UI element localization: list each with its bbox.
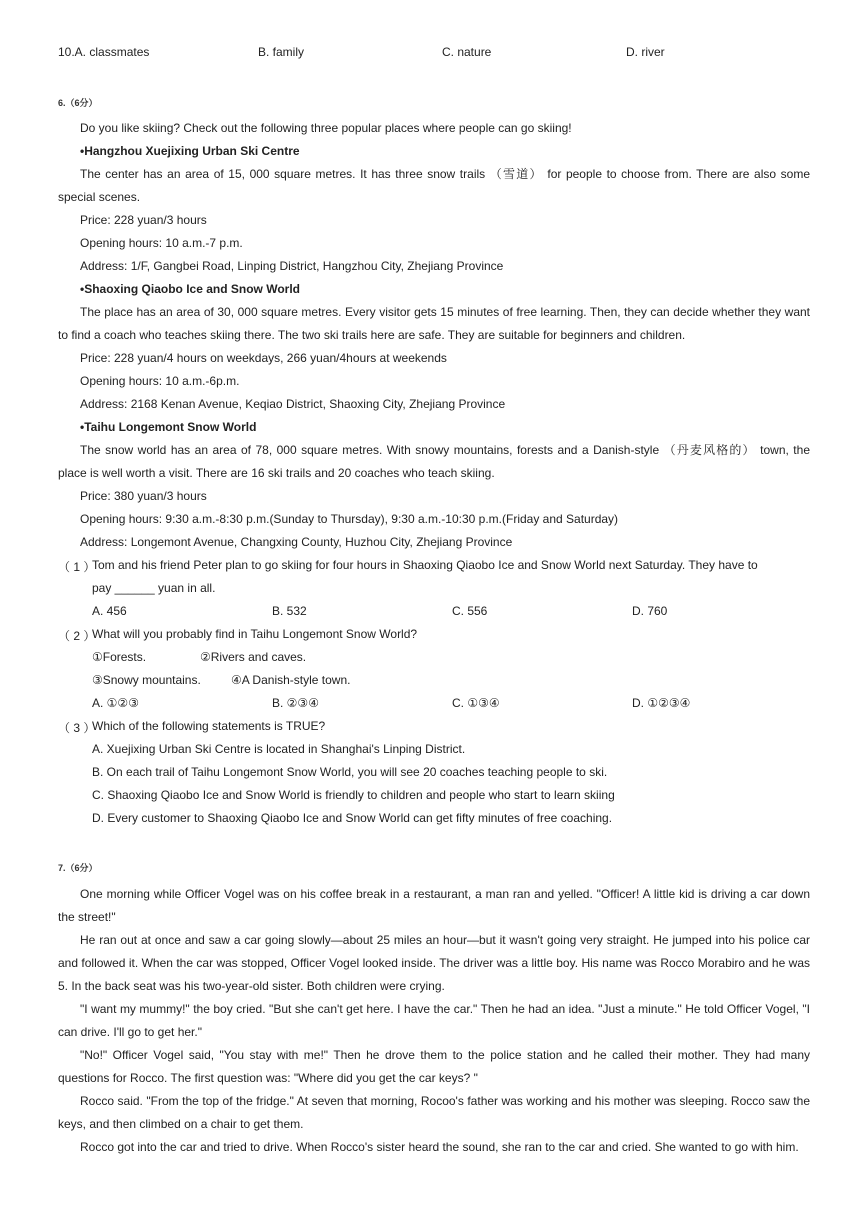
q6-2-option-b[interactable]: B. ②③④ bbox=[272, 696, 319, 710]
q6-2-item-4: ④A Danish-style town. bbox=[231, 673, 351, 687]
q7-paragraph-2: He ran out at once and saw a car going slowly—about 25 miles an hour—but it wasn't going very straight. He jumped into his police car and followed it. When the car was stopped, Officer Vogel looked inside. The driver was a little boy. His name was Rocco Morabiro and he was 5. In the back seat was his two-year-old sister. Both children were crying. bbox=[58, 933, 810, 993]
q6-2-item-1: ①Forests. bbox=[92, 650, 147, 664]
q6-1-option-d[interactable]: D. 760 bbox=[632, 604, 668, 618]
q7-paragraph-4: "No!" Officer Vogel said, "You stay with me!" Then he drove them to the police station and he called their mother. They had many questions for Rocco. The first question was: "Where did you get the car keys? " bbox=[58, 1048, 810, 1085]
q6-2-item-3: ③Snowy mountains. bbox=[92, 673, 201, 687]
q6-2-option-c[interactable]: C. ①③④ bbox=[452, 696, 500, 710]
place-3-hours: Opening hours: 9:30 a.m.-8:30 p.m.(Sunday to Thursday), 9:30 a.m.-10:30 p.m.(Friday and Saturday) bbox=[80, 512, 619, 526]
place-1-desc: The center has an area of 15, 000 square metres. It has three snow trails （雪道） for people to choose from. There are also some special scenes. bbox=[58, 167, 810, 204]
q6-3-option-b[interactable]: B. On each trail of Taihu Longemont Snow World, you will see 20 coaches teaching people to ski. bbox=[92, 765, 608, 779]
q6-1-stem: Tom and his friend Peter plan to go skiing for four hours in Shaoxing Qiaobo Ice and Snow World next Saturday. They have to bbox=[92, 558, 758, 572]
place-3-name: •Taihu Longemont Snow World bbox=[80, 420, 257, 434]
q6-2-stem: What will you probably find in Taihu Longemont Snow World? bbox=[92, 627, 418, 641]
place-2-hours: Opening hours: 10 a.m.-6p.m. bbox=[80, 374, 240, 388]
q6-2-number: （ 2 ） bbox=[58, 629, 96, 643]
q7-header: 7.（6分） bbox=[58, 863, 98, 873]
q6-2-option-a[interactable]: A. ①②③ bbox=[92, 696, 139, 710]
place-1-price: Price: 228 yuan/3 hours bbox=[80, 213, 207, 227]
place-1-address: Address: 1/F, Gangbei Road, Linping District, Hangzhou City, Zhejiang Province bbox=[80, 259, 504, 273]
q6-1-option-c[interactable]: C. 556 bbox=[452, 604, 488, 618]
q7-paragraph-1: One morning while Officer Vogel was on his coffee break in a restaurant, a man ran and yelled. "Officer! A little kid is driving a car down the street!" bbox=[58, 887, 810, 924]
q6-2-item-2: ②Rivers and caves. bbox=[200, 650, 307, 664]
q6-1-option-a[interactable]: A. 456 bbox=[92, 604, 127, 618]
q10-option-b: B. family bbox=[258, 45, 305, 59]
q6-1-option-b[interactable]: B. 532 bbox=[272, 604, 307, 618]
q6-3-number: （ 3 ） bbox=[58, 721, 96, 735]
place-2-price: Price: 228 yuan/4 hours on weekdays, 266 yuan/4hours at weekends bbox=[80, 351, 447, 365]
q10-option-d: D. river bbox=[626, 45, 665, 59]
q7-paragraph-5: Rocco said. "From the top of the fridge." At seven that morning, Rocoo's father was working and his mother was sleeping. Rocco saw the keys, and then climbed on a chair to get them. bbox=[58, 1094, 810, 1131]
q6-intro: Do you like skiing? Check out the following three popular places where people can go skiing! bbox=[80, 121, 572, 135]
q7-paragraph-6: Rocco got into the car and tried to drive. When Rocco's sister heard the sound, she ran to the car and cried. She wanted to go with him. bbox=[80, 1140, 799, 1154]
q6-3-option-c[interactable]: C. Shaoxing Qiaobo Ice and Snow World is friendly to children and people who start to learn skiing bbox=[92, 788, 615, 802]
place-1-name: •Hangzhou Xuejixing Urban Ski Centre bbox=[80, 144, 300, 158]
q6-1-stem-cont: pay ______ yuan in all. bbox=[92, 581, 216, 595]
q6-3-option-d[interactable]: D. Every customer to Shaoxing Qiaobo Ice and Snow World can get fifty minutes of free coaching. bbox=[92, 811, 613, 825]
q6-3-stem: Which of the following statements is TRUE? bbox=[92, 719, 326, 733]
q6-1-number: （ 1 ） bbox=[58, 560, 96, 574]
place-3-address: Address: Longemont Avenue, Changxing County, Huzhou City, Zhejiang Province bbox=[80, 535, 513, 549]
place-3-price: Price: 380 yuan/3 hours bbox=[80, 489, 207, 503]
q6-header: 6.（6分） bbox=[58, 98, 98, 108]
q10-option-c: C. nature bbox=[442, 45, 492, 59]
q6-2-option-d[interactable]: D. ①②③④ bbox=[632, 696, 691, 710]
q10-option-a: 10.A. classmates bbox=[58, 45, 150, 59]
place-2-name: •Shaoxing Qiaobo Ice and Snow World bbox=[80, 282, 300, 296]
q7-paragraph-3: "I want my mummy!" the boy cried. "But she can't get here. I have the car." Then he had an idea. "Just a minute." He told Officer Vogel, "I can drive. I'll go to get her." bbox=[58, 1002, 810, 1039]
place-2-desc: The place has an area of 30, 000 square metres. Every visitor gets 15 minutes of free learning. Then, they can decide whether they want to find a coach who teaches skiing there. The two ski trails here are safe. They are suitable for beginners and children. bbox=[58, 305, 810, 342]
place-1-hours: Opening hours: 10 a.m.-7 p.m. bbox=[80, 236, 243, 250]
place-3-desc: The snow world has an area of 78, 000 square metres. With snowy mountains, forests and a Danish-style （丹麦风格的） town, the place is well worth a visit. There are 16 ski trails and 20 coaches who teach skiing. bbox=[58, 443, 810, 480]
q6-3-option-a[interactable]: A. Xuejixing Urban Ski Centre is located in Shanghai's Linping District. bbox=[92, 742, 466, 756]
place-2-address: Address: 2168 Kenan Avenue, Keqiao District, Shaoxing City, Zhejiang Province bbox=[80, 397, 506, 411]
